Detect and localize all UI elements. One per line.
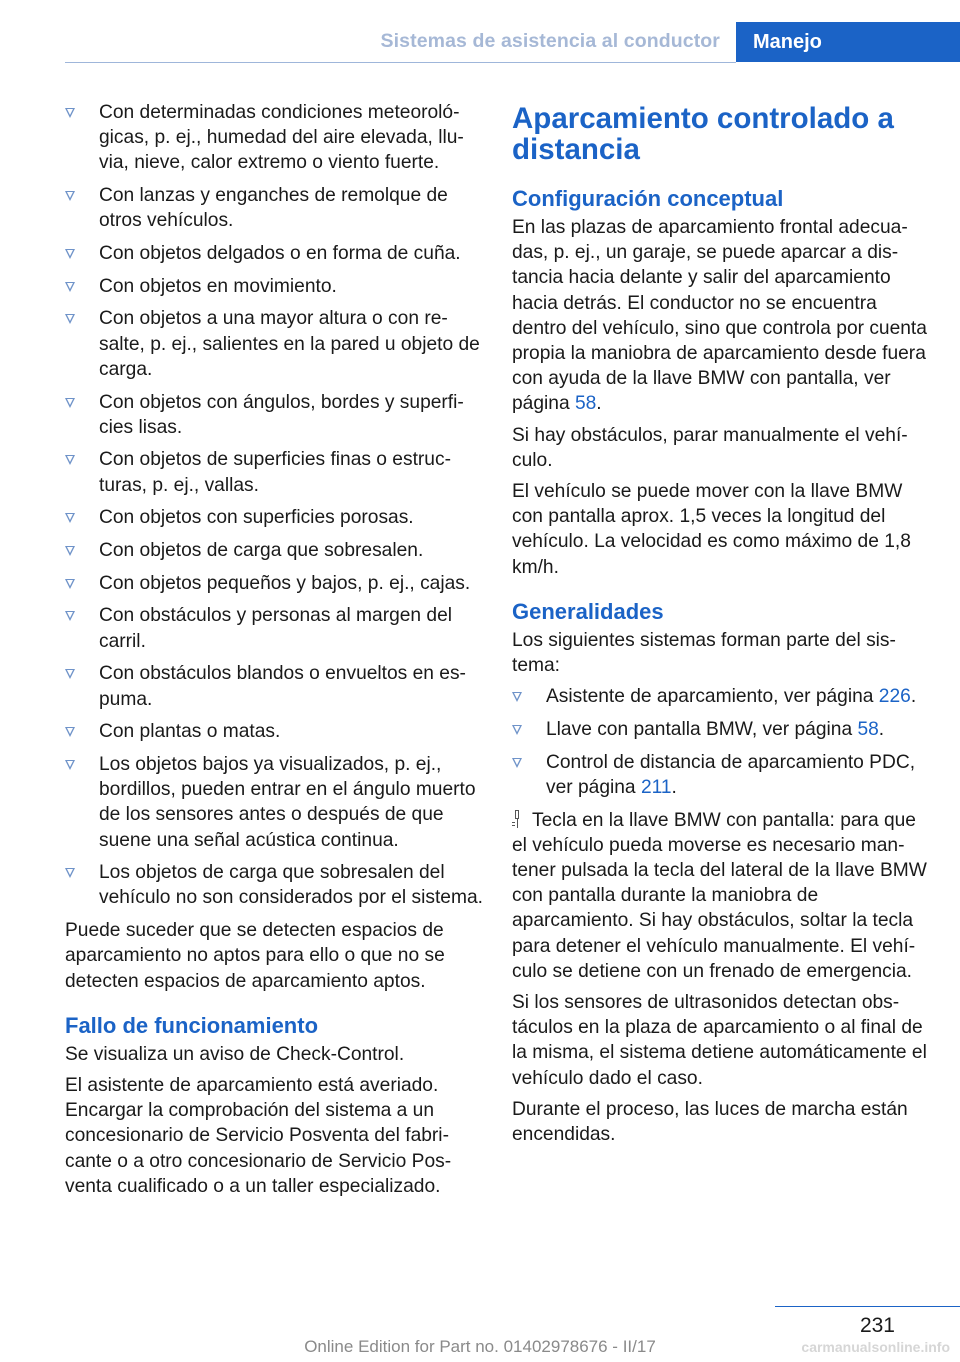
edition-footer: Online Edition for Part no. 01402978676 - II/17	[304, 1337, 656, 1356]
bullet-triangle-icon	[65, 282, 75, 292]
page-link[interactable]: 58	[574, 393, 597, 415]
bullet-triangle-icon	[65, 455, 75, 465]
list-item: Con objetos a una mayor altura o con resalte, p. ej., salientes en la pared u objeto de carga.	[65, 306, 483, 382]
list-item: Con objetos con superficies porosas.	[65, 505, 483, 530]
list-item: Con determinadas condiciones meteorológicas, p. ej., humedad del aire elevada, lluvia, nieve, calor extremo o viento fuerte.	[65, 100, 483, 176]
list-item: Los objetos de carga que sobresalen del vehículo no son considerados por el sistema.	[65, 860, 483, 910]
general-intro: Los siguientes sistemas forman parte del sistema:	[512, 629, 896, 677]
list-item: Control de distancia de aparcamiento PDC, ver página 211.	[512, 750, 930, 800]
list-item: Con objetos de superficies finas o estructuras, p. ej., vallas.	[65, 447, 483, 497]
page-link[interactable]: 58	[857, 718, 879, 740]
bullet-triangle-icon	[65, 579, 75, 589]
bullet-triangle-icon	[65, 191, 75, 201]
bullet-triangle-icon	[65, 546, 75, 556]
bullet-triangle-icon	[512, 725, 522, 735]
bullet-triangle-icon	[65, 108, 75, 118]
section-heading: Aparcamiento controlado a distancia	[512, 102, 894, 166]
list-item: Con objetos delgados o en forma de cuña.	[65, 241, 483, 266]
page-link[interactable]: 226	[878, 686, 911, 708]
page-link[interactable]: 211	[640, 776, 672, 798]
left-column	[65, 100, 483, 1205]
list-item: Asistente de aparcamiento, ver página 226.	[512, 684, 930, 709]
header-divider	[65, 62, 736, 63]
bullet-triangle-icon	[65, 398, 75, 408]
list-item: Los objetos bajos ya visualizados, p. ej., bordillos, pueden entrar en el ángulo muerto de los sensores antes o después de que suene una señal acústica continua.	[65, 752, 483, 853]
bullet-triangle-icon	[512, 758, 522, 768]
sensors-paragraph: Si los sensores de ultrasonidos detectan obstáculos en la plaza de aparcamiento o al final de la misma, el sistema detiene automáticamente el vehículo dado el caso.	[512, 991, 927, 1089]
list-item: Con objetos pequeños y bajos, p. ej., cajas.	[65, 571, 483, 596]
list-item: Con objetos con ángulos, bordes y superficies lisas.	[65, 390, 483, 440]
list-item: Con lanzas y enganches de remolque de otros vehículos.	[65, 183, 483, 233]
malfunction-text-2: El asistente de aparcamiento está averiado. Encargar la comprobación del sistema a un concesionario de Servicio Posventa del fabricante o a otro concesionario de Servicio Posventa cualificado o a un taller especializado.	[65, 1075, 452, 1197]
key-paragraph: Tecla en la llave BMW con pantalla: para que el vehículo pueda moverse es necesario mantener pulsada la tecla del lateral de la llave BMW con pantalla durante la maniobra de aparcamiento. Si hay obstáculos, soltar la tecla para detener el vehículo manualmente. El vehículo se detiene con un frenado de emergencia.	[512, 809, 927, 982]
systems-list	[512, 684, 930, 800]
bullet-triangle-icon	[65, 611, 75, 621]
page-header	[65, 22, 960, 62]
concept-text-1: En las plazas de aparcamiento frontal adecuadas, p. ej., un garaje, se puede aparcar a distancia hacia delante y salir del aparcamiento hacia detrás. El conductor no se encuentra dentro del vehículo, sino que controla por cuenta propia la maniobra de aparcamiento desde fuera con ayuda de la llave BMW con pantalla, ver página 58.	[512, 217, 927, 415]
section-title: Sistemas de asistencia al conductor	[380, 30, 720, 52]
bullet-triangle-icon	[65, 513, 75, 523]
concept-heading: Configuración conceptual	[512, 186, 784, 211]
bullet-triangle-icon	[65, 249, 75, 259]
bullet-triangle-icon	[65, 314, 75, 324]
list-item: Con obstáculos y personas al margen del carril.	[65, 603, 483, 653]
detection-note: Puede suceder que se detecten espacios de aparcamiento no aptos para ello o que no se detecten espacios de aparcamiento aptos.	[65, 920, 445, 992]
key-icon	[512, 810, 522, 828]
list-item: Con objetos en movimiento.	[65, 274, 483, 299]
bullet-triangle-icon	[65, 669, 75, 679]
malfunction-heading: Fallo de funcionamiento	[65, 1012, 319, 1038]
concept-text-2: Si hay obstáculos, parar manualmente el vehículo.	[512, 424, 908, 471]
limitations-list	[65, 100, 483, 911]
bullet-triangle-icon	[65, 727, 75, 737]
general-heading: Generalidades	[512, 598, 664, 624]
chapter-tab[interactable]: Manejo	[736, 22, 960, 62]
page-number: 231	[859, 1314, 895, 1337]
list-item: Con plantas o matas.	[65, 719, 483, 744]
list-item: Llave con pantalla BMW, ver página 58.	[512, 717, 930, 742]
bullet-triangle-icon	[65, 760, 75, 770]
lights-paragraph: Durante el proceso, las luces de marcha están encendidas.	[512, 1098, 908, 1145]
watermark: carmanualsonline.info	[801, 1339, 950, 1355]
list-item: Con objetos de carga que sobresalen.	[65, 538, 483, 563]
list-item: Con obstáculos blandos o envueltos en espuma.	[65, 661, 483, 711]
concept-text-3: El vehículo se puede mover con la llave BMW con pantalla aprox. 1,5 veces la longitud del vehículo. La velocidad es como máximo de 1,8 km/h.	[512, 481, 911, 578]
bullet-triangle-icon	[65, 868, 75, 878]
right-column	[512, 100, 930, 1153]
malfunction-text-1: Se visualiza un aviso de Check-Control.	[65, 1043, 405, 1065]
bullet-triangle-icon	[512, 692, 522, 702]
page-number-rule	[775, 1306, 960, 1307]
